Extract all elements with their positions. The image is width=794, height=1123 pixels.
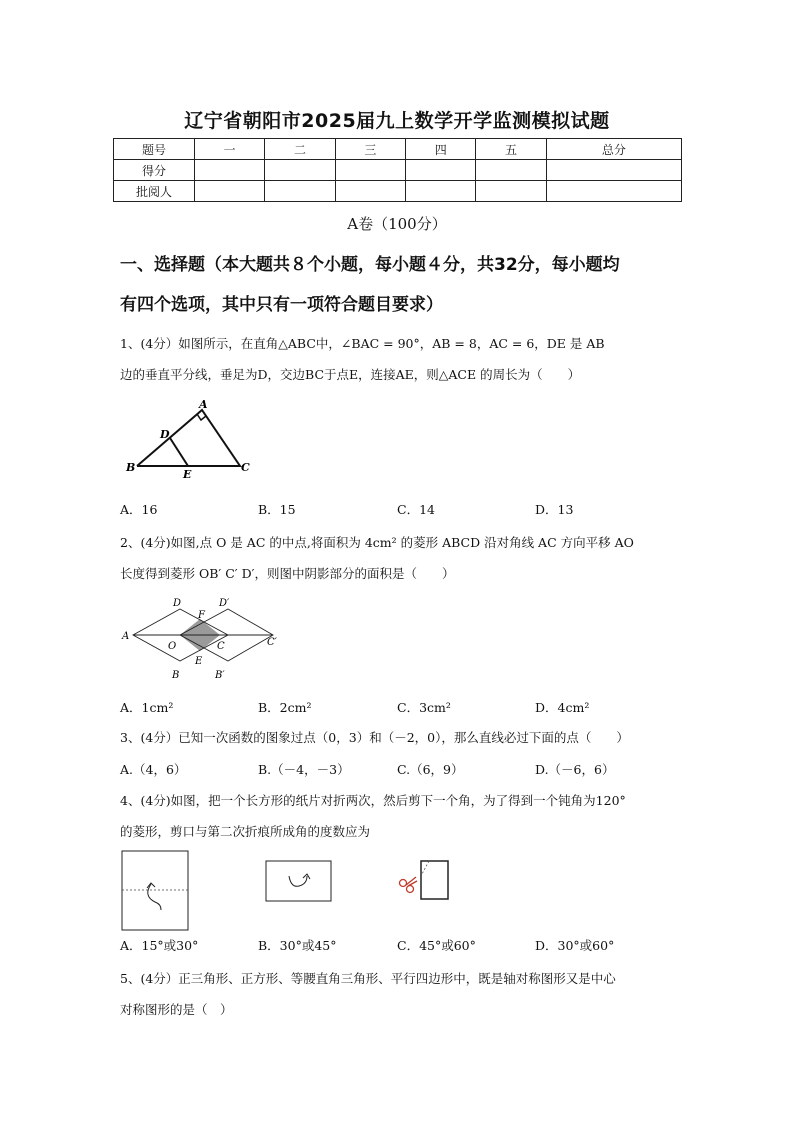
- table-cell: 二: [265, 139, 335, 160]
- question-2-line2: 长度得到菱形 OB′ C′ D′，则图中阴影部分的面积是（ ）: [120, 566, 455, 581]
- option-b[interactable]: B.（－4，－3）: [258, 762, 350, 777]
- label-e: E: [195, 656, 203, 667]
- fold-step2-figure: [265, 860, 333, 904]
- grader-cell[interactable]: [265, 181, 335, 202]
- table-cell: 总分: [546, 139, 681, 160]
- table-cell: 一: [195, 139, 265, 160]
- table-cell: 三: [335, 139, 405, 160]
- label-b: B: [126, 461, 136, 474]
- option-d[interactable]: D.（－6，6）: [535, 762, 615, 777]
- volume-a-heading: A卷（100分）: [347, 215, 447, 233]
- label-b: B: [172, 670, 180, 681]
- label-f: F: [198, 610, 205, 621]
- label-d-prime: D′: [219, 598, 230, 609]
- grader-cell[interactable]: [476, 181, 546, 202]
- triangle-figure: [120, 398, 260, 482]
- option-c[interactable]: C．45°或60°: [397, 938, 476, 953]
- fold-step1-figure: [121, 850, 191, 932]
- fold-step3-figure: [396, 858, 456, 904]
- grader-cell[interactable]: [546, 181, 681, 202]
- score-cell[interactable]: [476, 160, 546, 181]
- label-a: A: [199, 398, 208, 411]
- table-header-row: [114, 139, 682, 160]
- section-heading-line2: 有四个选项，其中只有一项符合题目要求）: [120, 295, 443, 315]
- question-1-line2: 边的垂直平分线，垂足为D，交边BC于点E，连接AE，则△ACE 的周长为（ ）: [120, 367, 581, 382]
- score-cell[interactable]: [546, 160, 681, 181]
- section-heading-line1: 一、选择题（本大题共８个小题，每小题４分，共32分，每小题均: [120, 255, 620, 275]
- option-d[interactable]: D．30°或60°: [535, 938, 615, 953]
- label-b-prime: B′: [215, 670, 225, 681]
- table-cell: 四: [406, 139, 476, 160]
- option-c[interactable]: C．14: [397, 502, 435, 517]
- question-1-line1: 1、(4分）如图所示，在直角△ABC中，∠BAC = 90°，AB = 8，AC = 6，DE 是 AB: [120, 336, 605, 351]
- label-o: O: [168, 641, 177, 652]
- score-cell[interactable]: [335, 160, 405, 181]
- option-d[interactable]: D．13: [535, 502, 574, 517]
- grader-cell[interactable]: [335, 181, 405, 202]
- label-d: D: [160, 428, 170, 441]
- score-table: [113, 138, 682, 202]
- question-3-line1: 3、(4分）已知一次函数的图象过点（0，3）和（－2，0），那么直线必过下面的点（ ）: [120, 730, 629, 745]
- option-c[interactable]: C．3cm²: [397, 700, 451, 715]
- option-b[interactable]: B．30°或45°: [258, 938, 337, 953]
- option-c[interactable]: C.（6，9）: [397, 762, 464, 777]
- question-2-line1: 2、(4分)如图,点 O 是 AC 的中点,将面积为 4cm² 的菱形 ABCD 沿对角线 AC 方向平移 AO: [120, 535, 634, 550]
- option-b[interactable]: B．2cm²: [258, 700, 312, 715]
- score-cell[interactable]: [195, 160, 265, 181]
- table-row: [114, 181, 682, 202]
- score-cell[interactable]: [406, 160, 476, 181]
- table-cell: 得分: [114, 160, 195, 181]
- table-cell: 题号: [114, 139, 195, 160]
- table-cell: 五: [476, 139, 546, 160]
- option-a[interactable]: A.（4，6）: [120, 762, 187, 777]
- table-cell: 批阅人: [114, 181, 195, 202]
- scissor-icon: [400, 880, 407, 887]
- option-a[interactable]: A．15°或30°: [120, 938, 199, 953]
- score-cell[interactable]: [265, 160, 335, 181]
- label-a: A: [122, 631, 130, 642]
- question-4-line2: 的菱形，剪口与第二次折痕所成角的度数应为: [120, 824, 371, 839]
- table-row: [114, 160, 682, 181]
- label-c: C: [217, 641, 225, 652]
- grader-cell[interactable]: [406, 181, 476, 202]
- grader-cell[interactable]: [195, 181, 265, 202]
- label-c: C: [241, 461, 250, 474]
- question-5-line2: 对称图形的是（ ）: [120, 1002, 233, 1017]
- option-a[interactable]: A．1cm²: [120, 700, 174, 715]
- option-b[interactable]: B．15: [258, 502, 296, 517]
- segment-de: [170, 438, 188, 466]
- triangle-abc: [137, 410, 240, 466]
- page-title: 辽宁省朝阳市2025届九上数学开学监测模拟试题: [184, 110, 610, 132]
- question-4-line1: 4、(4分)如图，把一个长方形的纸片对折两次，然后剪下一个角，为了得到一个钝角为120°: [120, 793, 626, 808]
- label-c-prime: C′: [267, 637, 277, 648]
- option-a[interactable]: A．16: [120, 502, 158, 517]
- option-d[interactable]: D．4cm²: [535, 700, 590, 715]
- label-d: D: [173, 598, 182, 609]
- rhombus-figure: [118, 594, 293, 686]
- label-e: E: [183, 468, 192, 481]
- question-5-line1: 5、(4分）正三角形、正方形、等腰直角三角形、平行四边形中，既是轴对称图形又是中心: [120, 971, 616, 986]
